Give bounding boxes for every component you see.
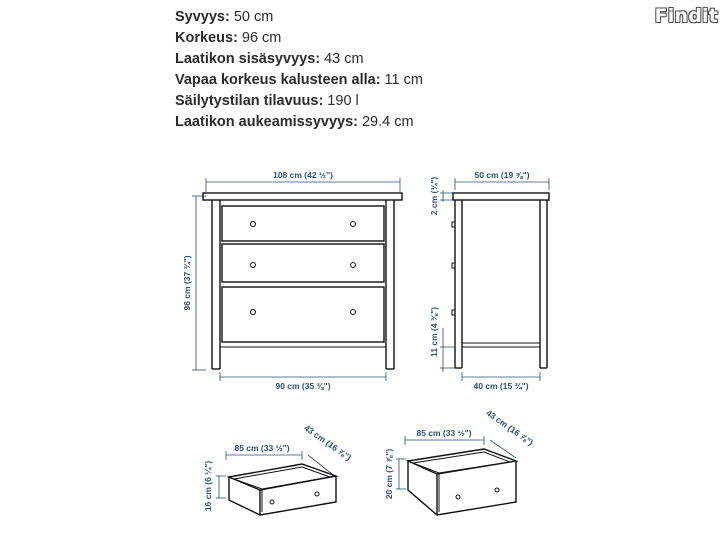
drawer-large-depth-label: 43 cm (16 ⅞") [484, 407, 536, 448]
knob-side-icon [452, 263, 455, 268]
drawer-large-width-label: 85 cm (33 ½") [416, 428, 472, 438]
side-inner-depth-label: 40 cm (15 ¾") [473, 381, 529, 391]
findit-logo: Findit [654, 5, 718, 27]
drawer-small [203, 423, 353, 515]
knob-icon [351, 263, 356, 268]
drawer-large-height-label: 20 cm (7 ⅞") [384, 448, 394, 500]
side-view [429, 170, 549, 391]
drawer-front-3 [222, 287, 384, 342]
front-height-label: 96 cm (37 ¾") [182, 255, 192, 311]
spec-free-height-under: Vapaa korkeus kalusteen alla: 11 cm [175, 72, 423, 88]
spec-height: Korkeus: 96 cm [175, 30, 282, 46]
drawer-small-depth-label: 43 cm (16 ⅞") [302, 422, 354, 463]
drawer-small-height-label: 16 cm (6 ¼") [203, 460, 213, 512]
side-top [453, 193, 549, 200]
spec-storage-volume: Säilytystilan tilavuus: 190 l [175, 93, 359, 109]
front-view [182, 170, 402, 391]
drawer-front-1 [222, 206, 384, 241]
side-clearance-label: 11 cm (4 ⅜") [429, 307, 439, 357]
knob-icon [251, 263, 256, 268]
side-depth-label: 50 cm (19 ⅝") [474, 170, 530, 180]
drawer-front-2 [222, 244, 384, 282]
front-inner-width-label: 90 cm (35 ⅜") [275, 381, 331, 391]
side-top-label: 2 cm (¾") [429, 176, 439, 216]
knob-side-icon [452, 222, 455, 227]
drawer-large [384, 408, 535, 515]
front-width-label: 108 cm (42 ½") [273, 170, 333, 180]
knob-icon [495, 488, 499, 492]
knob-icon [351, 222, 356, 227]
knob-icon [251, 310, 256, 315]
knob-icon [270, 500, 274, 504]
knob-icon [251, 222, 256, 227]
knob-icon [351, 310, 356, 315]
drawer-small-width-label: 85 cm (33 ½") [234, 443, 290, 453]
knob-icon [456, 495, 460, 499]
spec-depth: Syvyys: 50 cm [175, 9, 274, 25]
spec-drawer-inner-depth: Laatikon sisäsyvyys: 43 cm [175, 51, 364, 67]
knob-side-icon [452, 310, 455, 315]
chest-top [203, 193, 402, 200]
spec-drawer-opening-depth: Laatikon aukeamissyvyys: 29.4 cm [175, 114, 414, 130]
knob-icon [315, 492, 319, 496]
